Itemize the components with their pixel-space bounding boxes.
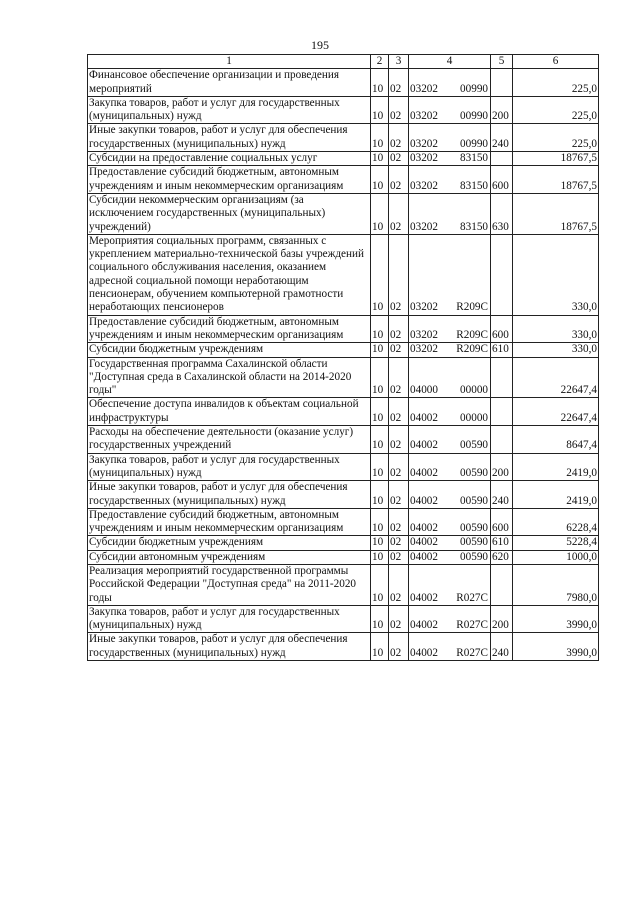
row-subsection: 02 — [389, 564, 409, 605]
header-cell: 3 — [389, 55, 409, 69]
row-target-article — [409, 564, 491, 605]
row-expense-type — [491, 69, 513, 97]
row-subsection: 02 — [389, 166, 409, 194]
row-target-article — [409, 96, 491, 124]
row-name: Предоставление субсидий бюджетным, автономным учреждениям и иным некоммерческим организациям — [88, 315, 371, 343]
table-row — [88, 357, 599, 398]
row-section: 10 — [371, 398, 389, 426]
row-section: 10 — [371, 193, 389, 234]
row-section: 10 — [371, 536, 389, 550]
header-cell: 4 — [409, 55, 491, 69]
row-section: 10 — [371, 481, 389, 509]
row-expense-type: 630 — [491, 193, 513, 234]
row-amount: 2419,0 — [513, 481, 599, 509]
row-amount: 22647,4 — [513, 357, 599, 398]
row-expense-type: 240 — [491, 481, 513, 509]
row-code-direction: 00990 — [460, 110, 488, 123]
row-section: 10 — [371, 166, 389, 194]
row-expense-type — [491, 564, 513, 605]
row-amount: 2419,0 — [513, 453, 599, 481]
row-name: Реализация мероприятий государственной программы Российской Федерации "Доступная среда" на 2011-2020 годы — [88, 564, 371, 605]
row-code-direction: R027C — [456, 619, 488, 632]
row-subsection: 02 — [389, 453, 409, 481]
row-code-direction: 00590 — [460, 439, 488, 452]
row-amount: 8647,4 — [513, 426, 599, 454]
table-row — [88, 69, 599, 97]
row-target-article — [409, 508, 491, 536]
row-section: 10 — [371, 69, 389, 97]
row-section: 10 — [371, 357, 389, 398]
row-name: Предоставление субсидий бюджетным, автономным учреждениям и иным некоммерческим организациям — [88, 166, 371, 194]
table-row — [88, 398, 599, 426]
row-name: Государственная программа Сахалинской области "Доступная среда в Сахалинской области на 2014-2020 годы" — [88, 357, 371, 398]
row-subsection: 02 — [389, 234, 409, 315]
table-row — [88, 343, 599, 357]
row-code-direction: 83150 — [460, 152, 488, 165]
row-amount: 225,0 — [513, 96, 599, 124]
row-section: 10 — [371, 343, 389, 357]
row-amount: 5228,4 — [513, 536, 599, 550]
row-code-program: 04002 — [410, 591, 438, 604]
row-target-article — [409, 481, 491, 509]
row-target-article — [409, 633, 491, 661]
row-target-article — [409, 152, 491, 166]
row-target-article — [409, 343, 491, 357]
row-code-program: 03202 — [410, 343, 438, 356]
row-expense-type: 240 — [491, 124, 513, 152]
row-subsection: 02 — [389, 481, 409, 509]
row-section: 10 — [371, 96, 389, 124]
budget-table — [87, 54, 599, 661]
header-cell: 5 — [491, 55, 513, 69]
row-name: Мероприятия социальных программ, связанных с укреплением материально-технической базы учреждений социального обслуживания населения, оказанием адресной социальной помощи неработающим пенсионерам, обучением компьютерной грамотности неработающих пенсионеров — [88, 234, 371, 315]
row-section: 10 — [371, 633, 389, 661]
row-section: 10 — [371, 550, 389, 564]
row-section: 10 — [371, 605, 389, 633]
row-name: Расходы на обеспечение деятельности (оказание услуг) государственных учреждений — [88, 426, 371, 454]
row-amount: 6228,4 — [513, 508, 599, 536]
row-amount: 18767,5 — [513, 166, 599, 194]
row-code-direction: 00590 — [460, 466, 488, 479]
row-target-article — [409, 357, 491, 398]
row-name: Закупка товаров, работ и услуг для государственных (муниципальных) нужд — [88, 96, 371, 124]
row-code-direction: 00000 — [460, 411, 488, 424]
row-target-article — [409, 426, 491, 454]
row-expense-type: 200 — [491, 453, 513, 481]
row-target-article — [409, 234, 491, 315]
row-code-direction: 00990 — [460, 137, 488, 150]
row-code-program: 03202 — [410, 301, 438, 314]
row-expense-type: 240 — [491, 633, 513, 661]
row-expense-type — [491, 152, 513, 166]
table-row — [88, 605, 599, 633]
row-target-article — [409, 453, 491, 481]
row-name: Обеспечение доступа инвалидов к объектам социальной инфраструктуры — [88, 398, 371, 426]
row-expense-type — [491, 426, 513, 454]
row-subsection: 02 — [389, 605, 409, 633]
row-code-direction: 00000 — [460, 384, 488, 397]
row-subsection: 02 — [389, 96, 409, 124]
table-row — [88, 481, 599, 509]
row-code-direction: 00590 — [460, 522, 488, 535]
row-section: 10 — [371, 315, 389, 343]
row-amount: 330,0 — [513, 315, 599, 343]
row-code-direction: 00590 — [460, 550, 488, 563]
row-amount: 22647,4 — [513, 398, 599, 426]
row-target-article — [409, 398, 491, 426]
row-code-program: 03202 — [410, 137, 438, 150]
row-name: Иные закупки товаров, работ и услуг для обеспечения государственных (муниципальных) нужд — [88, 633, 371, 661]
row-amount: 3990,0 — [513, 605, 599, 633]
row-name: Иные закупки товаров, работ и услуг для обеспечения государственных (муниципальных) нужд — [88, 124, 371, 152]
row-section: 10 — [371, 124, 389, 152]
row-expense-type: 600 — [491, 508, 513, 536]
row-code-direction: R209C — [456, 301, 488, 314]
row-expense-type — [491, 398, 513, 426]
row-amount: 3990,0 — [513, 633, 599, 661]
row-code-program: 03202 — [410, 220, 438, 233]
row-code-direction: R027C — [456, 591, 488, 604]
table-row — [88, 124, 599, 152]
row-subsection: 02 — [389, 398, 409, 426]
page-number: 195 — [311, 38, 329, 52]
header-cell: 2 — [371, 55, 389, 69]
row-amount: 225,0 — [513, 124, 599, 152]
table-row — [88, 536, 599, 550]
row-code-program: 04002 — [410, 536, 438, 549]
header-row — [88, 55, 599, 69]
row-subsection: 02 — [389, 69, 409, 97]
row-subsection: 02 — [389, 536, 409, 550]
row-code-program: 03202 — [410, 179, 438, 192]
row-code-program: 04002 — [410, 466, 438, 479]
row-code-program: 04002 — [410, 411, 438, 424]
row-code-program: 04002 — [410, 439, 438, 452]
row-expense-type: 610 — [491, 343, 513, 357]
row-amount: 7980,0 — [513, 564, 599, 605]
row-subsection: 02 — [389, 152, 409, 166]
table-row — [88, 564, 599, 605]
row-code-direction: 00590 — [460, 536, 488, 549]
row-expense-type: 620 — [491, 550, 513, 564]
row-code-direction: R209C — [456, 328, 488, 341]
row-code-program: 03202 — [410, 152, 438, 165]
header-cell: 6 — [513, 55, 599, 69]
row-section: 10 — [371, 152, 389, 166]
row-name: Субсидии на предоставление социальных услуг — [88, 152, 371, 166]
row-section: 10 — [371, 234, 389, 315]
row-subsection: 02 — [389, 357, 409, 398]
row-expense-type: 200 — [491, 605, 513, 633]
row-expense-type — [491, 357, 513, 398]
table-row — [88, 508, 599, 536]
row-target-article — [409, 605, 491, 633]
row-code-program: 04002 — [410, 550, 438, 563]
row-target-article — [409, 536, 491, 550]
table-row — [88, 550, 599, 564]
row-name: Субсидии некоммерческим организациям (за исключением государственных (муниципальных) учреждений) — [88, 193, 371, 234]
row-section: 10 — [371, 453, 389, 481]
row-target-article — [409, 124, 491, 152]
row-code-program: 03202 — [410, 110, 438, 123]
row-target-article — [409, 166, 491, 194]
row-code-direction: R209C — [456, 343, 488, 356]
row-amount: 330,0 — [513, 343, 599, 357]
table-row — [88, 426, 599, 454]
row-name: Субсидии бюджетным учреждениям — [88, 343, 371, 357]
table-row — [88, 166, 599, 194]
row-code-program: 04002 — [410, 619, 438, 632]
row-section: 10 — [371, 564, 389, 605]
row-target-article — [409, 69, 491, 97]
row-code-program: 03202 — [410, 82, 438, 95]
row-expense-type: 600 — [491, 166, 513, 194]
row-subsection: 02 — [389, 124, 409, 152]
row-name: Субсидии бюджетным учреждениям — [88, 536, 371, 550]
table-row — [88, 193, 599, 234]
row-code-direction: 00990 — [460, 82, 488, 95]
row-amount: 18767,5 — [513, 152, 599, 166]
row-amount: 1000,0 — [513, 550, 599, 564]
row-name: Иные закупки товаров, работ и услуг для обеспечения государственных (муниципальных) нужд — [88, 481, 371, 509]
row-amount: 330,0 — [513, 234, 599, 315]
row-expense-type: 600 — [491, 315, 513, 343]
row-expense-type: 610 — [491, 536, 513, 550]
row-target-article — [409, 315, 491, 343]
table-row — [88, 234, 599, 315]
row-code-program: 04000 — [410, 384, 438, 397]
row-code-direction: 83150 — [460, 179, 488, 192]
table-body — [88, 55, 599, 661]
row-expense-type: 200 — [491, 96, 513, 124]
header-cell: 1 — [88, 55, 371, 69]
row-section: 10 — [371, 426, 389, 454]
row-subsection: 02 — [389, 508, 409, 536]
row-subsection: 02 — [389, 343, 409, 357]
row-name: Закупка товаров, работ и услуг для государственных (муниципальных) нужд — [88, 453, 371, 481]
table-row — [88, 152, 599, 166]
row-name: Финансовое обеспечение организации и проведения мероприятий — [88, 69, 371, 97]
table-row — [88, 315, 599, 343]
table-row — [88, 453, 599, 481]
row-subsection: 02 — [389, 193, 409, 234]
row-name: Предоставление субсидий бюджетным, автономным учреждениям и иным некоммерческим организациям — [88, 508, 371, 536]
row-target-article — [409, 550, 491, 564]
row-code-program: 03202 — [410, 328, 438, 341]
row-code-direction: 83150 — [460, 220, 488, 233]
row-subsection: 02 — [389, 633, 409, 661]
row-subsection: 02 — [389, 315, 409, 343]
row-code-program: 04002 — [410, 522, 438, 535]
row-name: Закупка товаров, работ и услуг для государственных (муниципальных) нужд — [88, 605, 371, 633]
table-row — [88, 633, 599, 661]
row-code-program: 04002 — [410, 646, 438, 659]
row-name: Субсидии автономным учреждениям — [88, 550, 371, 564]
row-subsection: 02 — [389, 550, 409, 564]
row-amount: 225,0 — [513, 69, 599, 97]
table-row — [88, 96, 599, 124]
row-code-direction: 00590 — [460, 494, 488, 507]
row-subsection: 02 — [389, 426, 409, 454]
row-amount: 18767,5 — [513, 193, 599, 234]
row-code-program: 04002 — [410, 494, 438, 507]
row-target-article — [409, 193, 491, 234]
row-expense-type — [491, 234, 513, 315]
row-code-direction: R027C — [456, 646, 488, 659]
row-section: 10 — [371, 508, 389, 536]
